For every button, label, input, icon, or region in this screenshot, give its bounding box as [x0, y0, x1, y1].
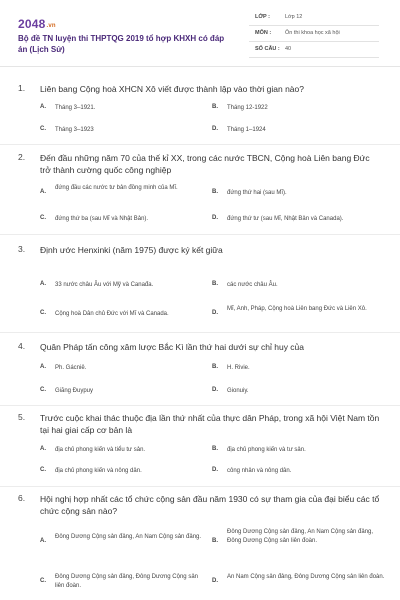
option-text: đứng thứ hai (sau Mĩ). — [227, 190, 287, 196]
option-text: Đông Dương Cộng sản đảng, An Nam Cộng sản đảng, Đông Dương Cộng sản liên đoàn. — [227, 529, 374, 544]
option-text: Tháng 12-1922 — [227, 105, 268, 111]
question-text: Trước cuộc khai thác thuộc địa lần thứ nhất của thực dân Pháp, trong xã hội Việt Nam tồn tại hai giai cấp cơ bản là — [40, 413, 380, 435]
meta-label: SỐ CÂU : — [255, 46, 280, 52]
option-letter: C. — [40, 387, 46, 393]
option-text: An Nam Cộng sản đảng, Đông Dương Cộng sản liên đoàn. — [227, 574, 385, 580]
option-text: Gionuiy. — [227, 388, 249, 394]
option-text: địa chủ phong kiến và tiểu tư sản. — [55, 447, 146, 453]
question-number: 1. — [18, 83, 26, 93]
option-text: công nhân và nông dân. — [227, 468, 292, 474]
option-text: Tháng 1–1924 — [227, 127, 266, 133]
option-text: Cộng hoà Dân chủ Đức với Mĩ và Canada. — [55, 311, 169, 317]
question-text: Định ước Henxinki (năm 1975) được ký kết giữa — [40, 245, 223, 255]
option-letter: C. — [40, 215, 46, 221]
question-number: 3. — [18, 244, 26, 254]
header-divider — [0, 66, 400, 67]
option-text: Mĩ, Anh, Pháp, Cộng hoà Liên bang Đức và Liên Xô. — [227, 306, 367, 312]
option-text: các nước châu Âu. — [227, 282, 278, 288]
option-letter: C. — [40, 126, 46, 132]
meta-value: 40 — [285, 46, 292, 52]
option-letter: A. — [40, 189, 46, 195]
option-letter: D. — [212, 126, 218, 132]
option-text: Tháng 3–1923 — [55, 127, 94, 133]
option-text: Tháng 3–1921. — [55, 105, 96, 111]
question-divider — [0, 405, 400, 406]
question-divider — [0, 144, 400, 145]
option-text: Đông Dương Cộng sản đảng, An Nam Cộng sản đảng. — [55, 534, 202, 540]
question-text: Liên bang Cộng hoà XHCN Xô viết được thành lập vào thời gian nào? — [40, 84, 304, 94]
option-letter: B. — [212, 104, 218, 110]
option-text: 33 nước châu Âu với Mỹ và Canađa. — [55, 282, 154, 288]
meta-value: Lớp 12 — [285, 14, 303, 20]
option-letter: D. — [212, 387, 218, 393]
option-letter: C. — [40, 467, 46, 473]
option-letter: B. — [212, 189, 218, 195]
option-text: địa chủ phong kiến và nông dân. — [55, 468, 142, 474]
question-text: Quân Pháp tấn công xâm lược Bắc Kì lần thứ hai dưới sự chỉ huy của — [40, 342, 305, 352]
question-number: 4. — [18, 341, 26, 351]
option-letter: D. — [212, 215, 218, 221]
document-meta — [249, 10, 379, 58]
option-text: Đông Dương Cộng sản đảng, Đông Dương Cộng sản liên đoàn. — [55, 574, 198, 589]
question-number: 5. — [18, 412, 26, 422]
meta-label: LỚP : — [255, 14, 270, 20]
question-number: 2. — [18, 152, 26, 162]
option-letter: A. — [40, 446, 46, 452]
meta-class — [249, 10, 379, 26]
logo-suffix: .vn — [46, 23, 56, 29]
option-text: H. Rivie. — [227, 365, 250, 371]
meta-label: MÔN : — [255, 30, 272, 36]
site-logo[interactable] — [18, 17, 56, 31]
document-header — [0, 0, 400, 64]
option-text: đứng thứ ba (sau Mĩ và Nhật Bản). — [55, 216, 149, 222]
option-text: đứng thứ tư (sau Mĩ, Nhật Bản và Canada). — [227, 216, 344, 222]
logo-main: 2048 — [18, 17, 46, 31]
option-text: đứng đầu các nước tư bản đồng minh của Mĩ. — [55, 185, 178, 191]
document-title: Bộ đề TN luyện thi THPTQG 2019 tổ hợp KHXH có đáp án (Lịch Sử) — [18, 34, 225, 54]
option-letter: D. — [212, 310, 218, 316]
question-divider — [0, 486, 400, 487]
option-text: Giăng Đuypuy — [55, 388, 94, 394]
option-letter: B. — [212, 446, 218, 452]
option-letter: C. — [40, 310, 46, 316]
meta-value: Ôn thi khoa học xã hội — [285, 30, 340, 36]
option-letter: C. — [40, 578, 46, 584]
meta-question-count — [249, 42, 379, 58]
option-letter: B. — [212, 364, 218, 370]
option-letter: B. — [212, 538, 218, 544]
question-divider — [0, 332, 400, 333]
option-letter: A. — [40, 538, 46, 544]
option-letter: A. — [40, 281, 46, 287]
option-letter: D. — [212, 578, 218, 584]
question-text: Hội nghị hợp nhất các tổ chức cộng sản đầu năm 1930 có sự tham gia của đại biểu các tổ chức cộng sản nào? — [40, 494, 380, 516]
option-text: địa chủ phong kiến và tư sản. — [227, 447, 306, 453]
option-letter: D. — [212, 467, 218, 473]
option-letter: A. — [40, 104, 46, 110]
option-letter: B. — [212, 281, 218, 287]
option-text: Ph. Gácniê. — [55, 365, 87, 371]
question-text: Đến đầu những năm 70 của thế kỉ XX, trong các nước TBCN, Cộng hoà Liên bang Đức trở thành cường quốc công nghiệp — [40, 153, 370, 175]
question-divider — [0, 234, 400, 235]
question-number: 6. — [18, 493, 26, 503]
meta-subject — [249, 26, 379, 42]
option-letter: A. — [40, 364, 46, 370]
